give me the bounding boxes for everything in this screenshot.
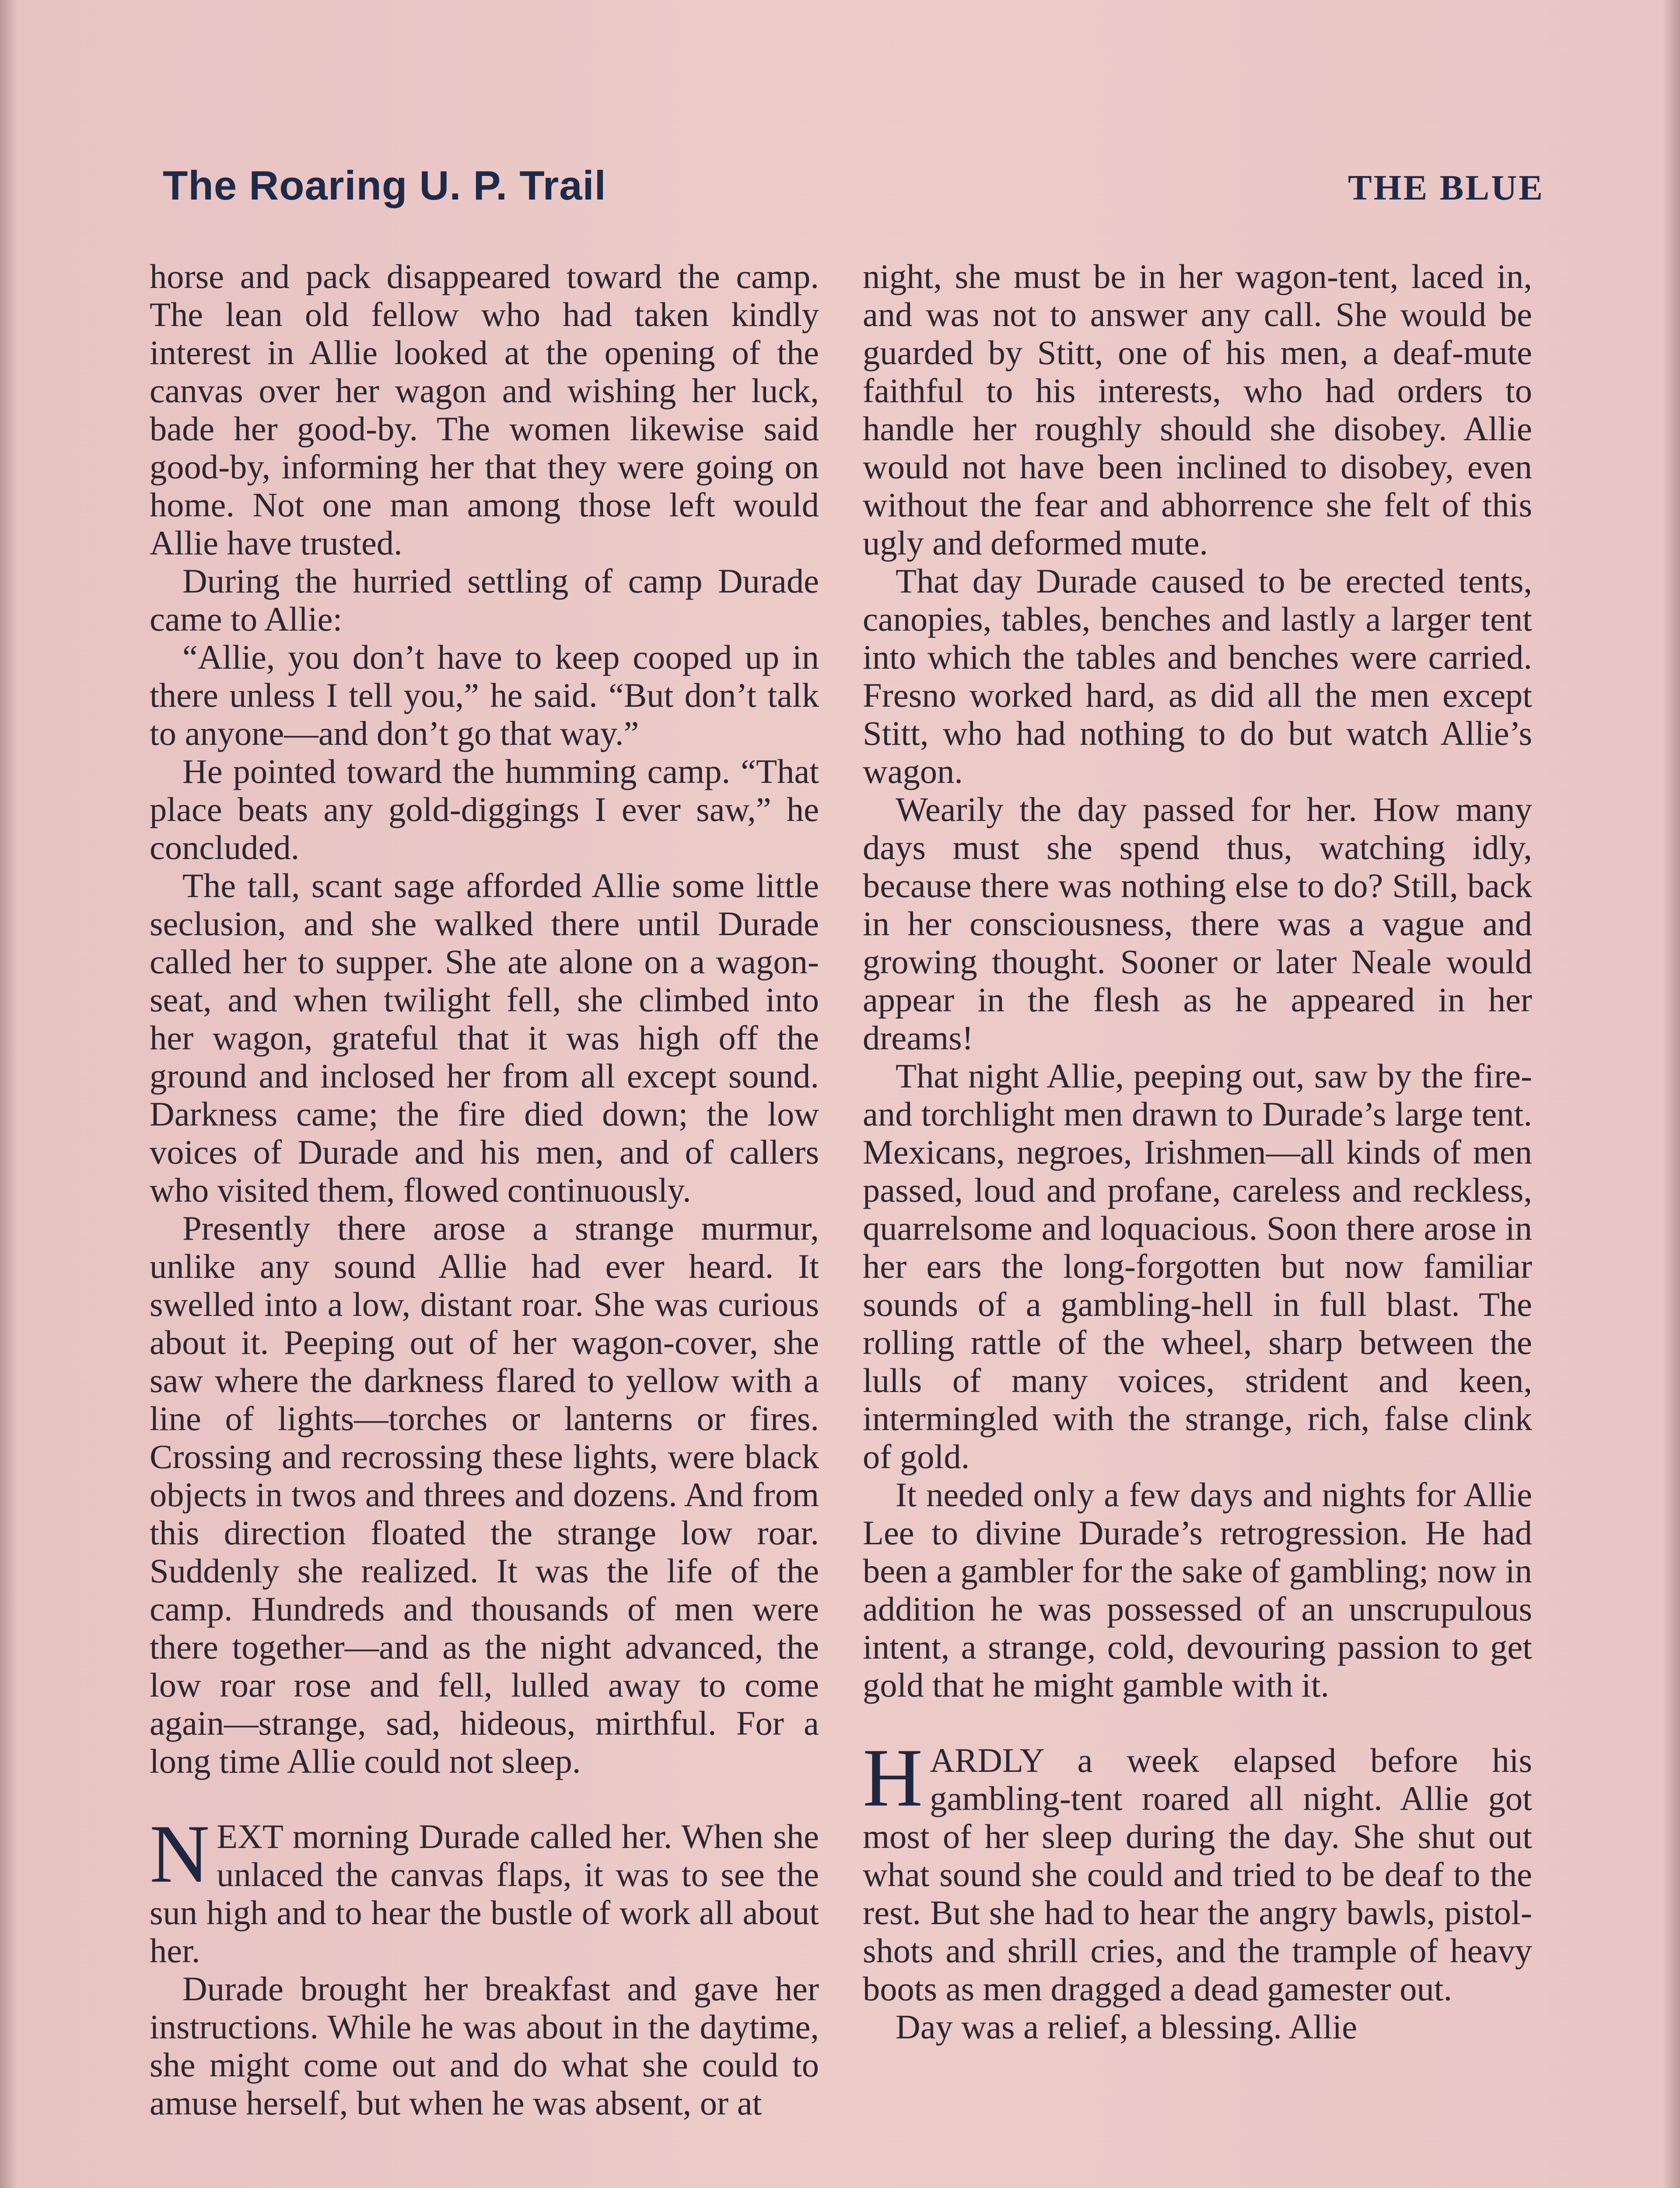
paragraph: horse and pack disappeared toward the camp. The lean old fellow who had taken kindly interest in Allie looked at the opening of the canvas over her wagon and wishing her luck, bade her good-by. The women likewise said good-by, informing her that they were going on home. Not one man among those left would Allie have trusted. — [150, 257, 819, 562]
paragraph: Durade brought her breakfast and gave her instructions. While he was about in the daytime, she might come out and do what she could to amuse herself, but when he was absent, or at — [150, 1970, 819, 2122]
running-header — [163, 162, 1544, 214]
drop-cap: N — [150, 1808, 210, 1900]
paragraph: That day Durade caused to be erected tents, canopies, tables, benches and lastly a larger tent into which the tables and benches were carried. Fresno worked hard, as did all the men except Stitt, who had nothing to do but watch Allie’s wagon. — [863, 562, 1532, 790]
left-column — [150, 257, 819, 2122]
paragraph-text: EXT morning Durade called her. When she unlaced the canvas flaps, it was to see the sun high and to hear the bustle of work all about her. — [150, 1817, 819, 1970]
section-opening-paragraph — [863, 1732, 1532, 2008]
paragraph: That night Allie, peeping out, saw by the fire- and torchlight men drawn to Durade’s large tent. Mexicans, negroes, Irishmen—all kinds of men passed, loud and profane, careless and reckless, quarrelsome and loquacious. Soon there arose in her ears the long-forgotten but now familiar sounds of a gambling-hell in full blast. The rolling rattle of the wheel, sharp between the lulls of many voices, strident and keen, intermingled with the strange, rich, false clink of gold. — [863, 1057, 1532, 1476]
paragraph: Day was a relief, a blessing. Allie — [896, 2008, 1358, 2046]
section-break — [863, 1704, 1532, 1741]
drop-cap: H — [863, 1732, 923, 1824]
section-opening-paragraph — [150, 1808, 819, 1970]
paragraph: During the hurried settling of camp Durade came to Allie: — [150, 562, 819, 638]
paragraph: The tall, scant sage afforded Allie some little seclusion, and she walked there until Durade called her to supper. She ate alone on a wagon-seat, and when twilight fell, she climbed into her wagon, grateful that it was high off the ground and inclosed her from all except sound. Darkness came; the fire died down; the low voices of Durade and his men, and of callers who visited them, flowed continuously. — [150, 866, 819, 1209]
paragraph: Presently there arose a strange murmur, unlike any sound Allie had ever heard. It swelled into a low, distant roar. She was curious about it. Peeping out of her wagon-cover, she saw where the darkness flared to yellow with a line of lights—torches or lanterns or fires. Crossing and recrossing these lights, were black objects in twos and threes and dozens. And from this direction floated the strange low roar. Suddenly she realized. It was the life of the camp. Hundreds and thousands of men were there together—and as the night advanced, the low roar rose and fell, lulled away to come again—strange, sad, hideous, mirthful. For a long time Allie could not sleep. — [150, 1209, 819, 1780]
paragraph: Wearily the day passed for her. How many days must she spend thus, watching idly, because there was nothing else to do? Still, back in her consciousness, there was a vague and growing thought. Sooner or later Neale would appear in the flesh as he appeared in her dreams! — [863, 790, 1532, 1057]
magazine-name: THE BLUE — [1348, 168, 1544, 207]
story-title: The Roaring U. P. Trail — [163, 162, 606, 208]
section-break — [150, 1780, 819, 1817]
paragraph-text: ARDLY a week elapsed before his gambling-tent roared all night. Allie got most of her sleep during the day. She shut out what sound she could and tried to be deaf to the rest. But she had to hear the angry bawls, pistol-shots and shrill cries, and the trample of heavy boots as men dragged a dead gamester out. — [863, 1741, 1532, 2008]
paragraph: “Allie, you don’t have to keep cooped up in there unless I tell you,” he said. “But don’t talk to anyone—and don’t go that way.” — [150, 638, 819, 752]
right-column — [863, 257, 1532, 2046]
paragraph: It needed only a few days and nights for Allie Lee to divine Durade’s retrogression. He had been a gambler for the sake of gambling; now in addition he was possessed of an unscrupulous intent, a strange, cold, devouring passion to get gold that he might gamble with it. — [863, 1476, 1532, 1704]
paragraph: He pointed toward the humming camp. “That place beats any gold-diggings I ever saw,” he concluded. — [150, 752, 819, 866]
paragraph: night, she must be in her wagon-tent, laced in, and was not to answer any call. She would be guarded by Stitt, one of his men, a deaf-mute faithful to his interests, who had orders to handle her roughly should she disobey. Allie would not have been inclined to disobey, even without the fear and abhorrence she felt of this ugly and deformed mute. — [863, 257, 1532, 562]
